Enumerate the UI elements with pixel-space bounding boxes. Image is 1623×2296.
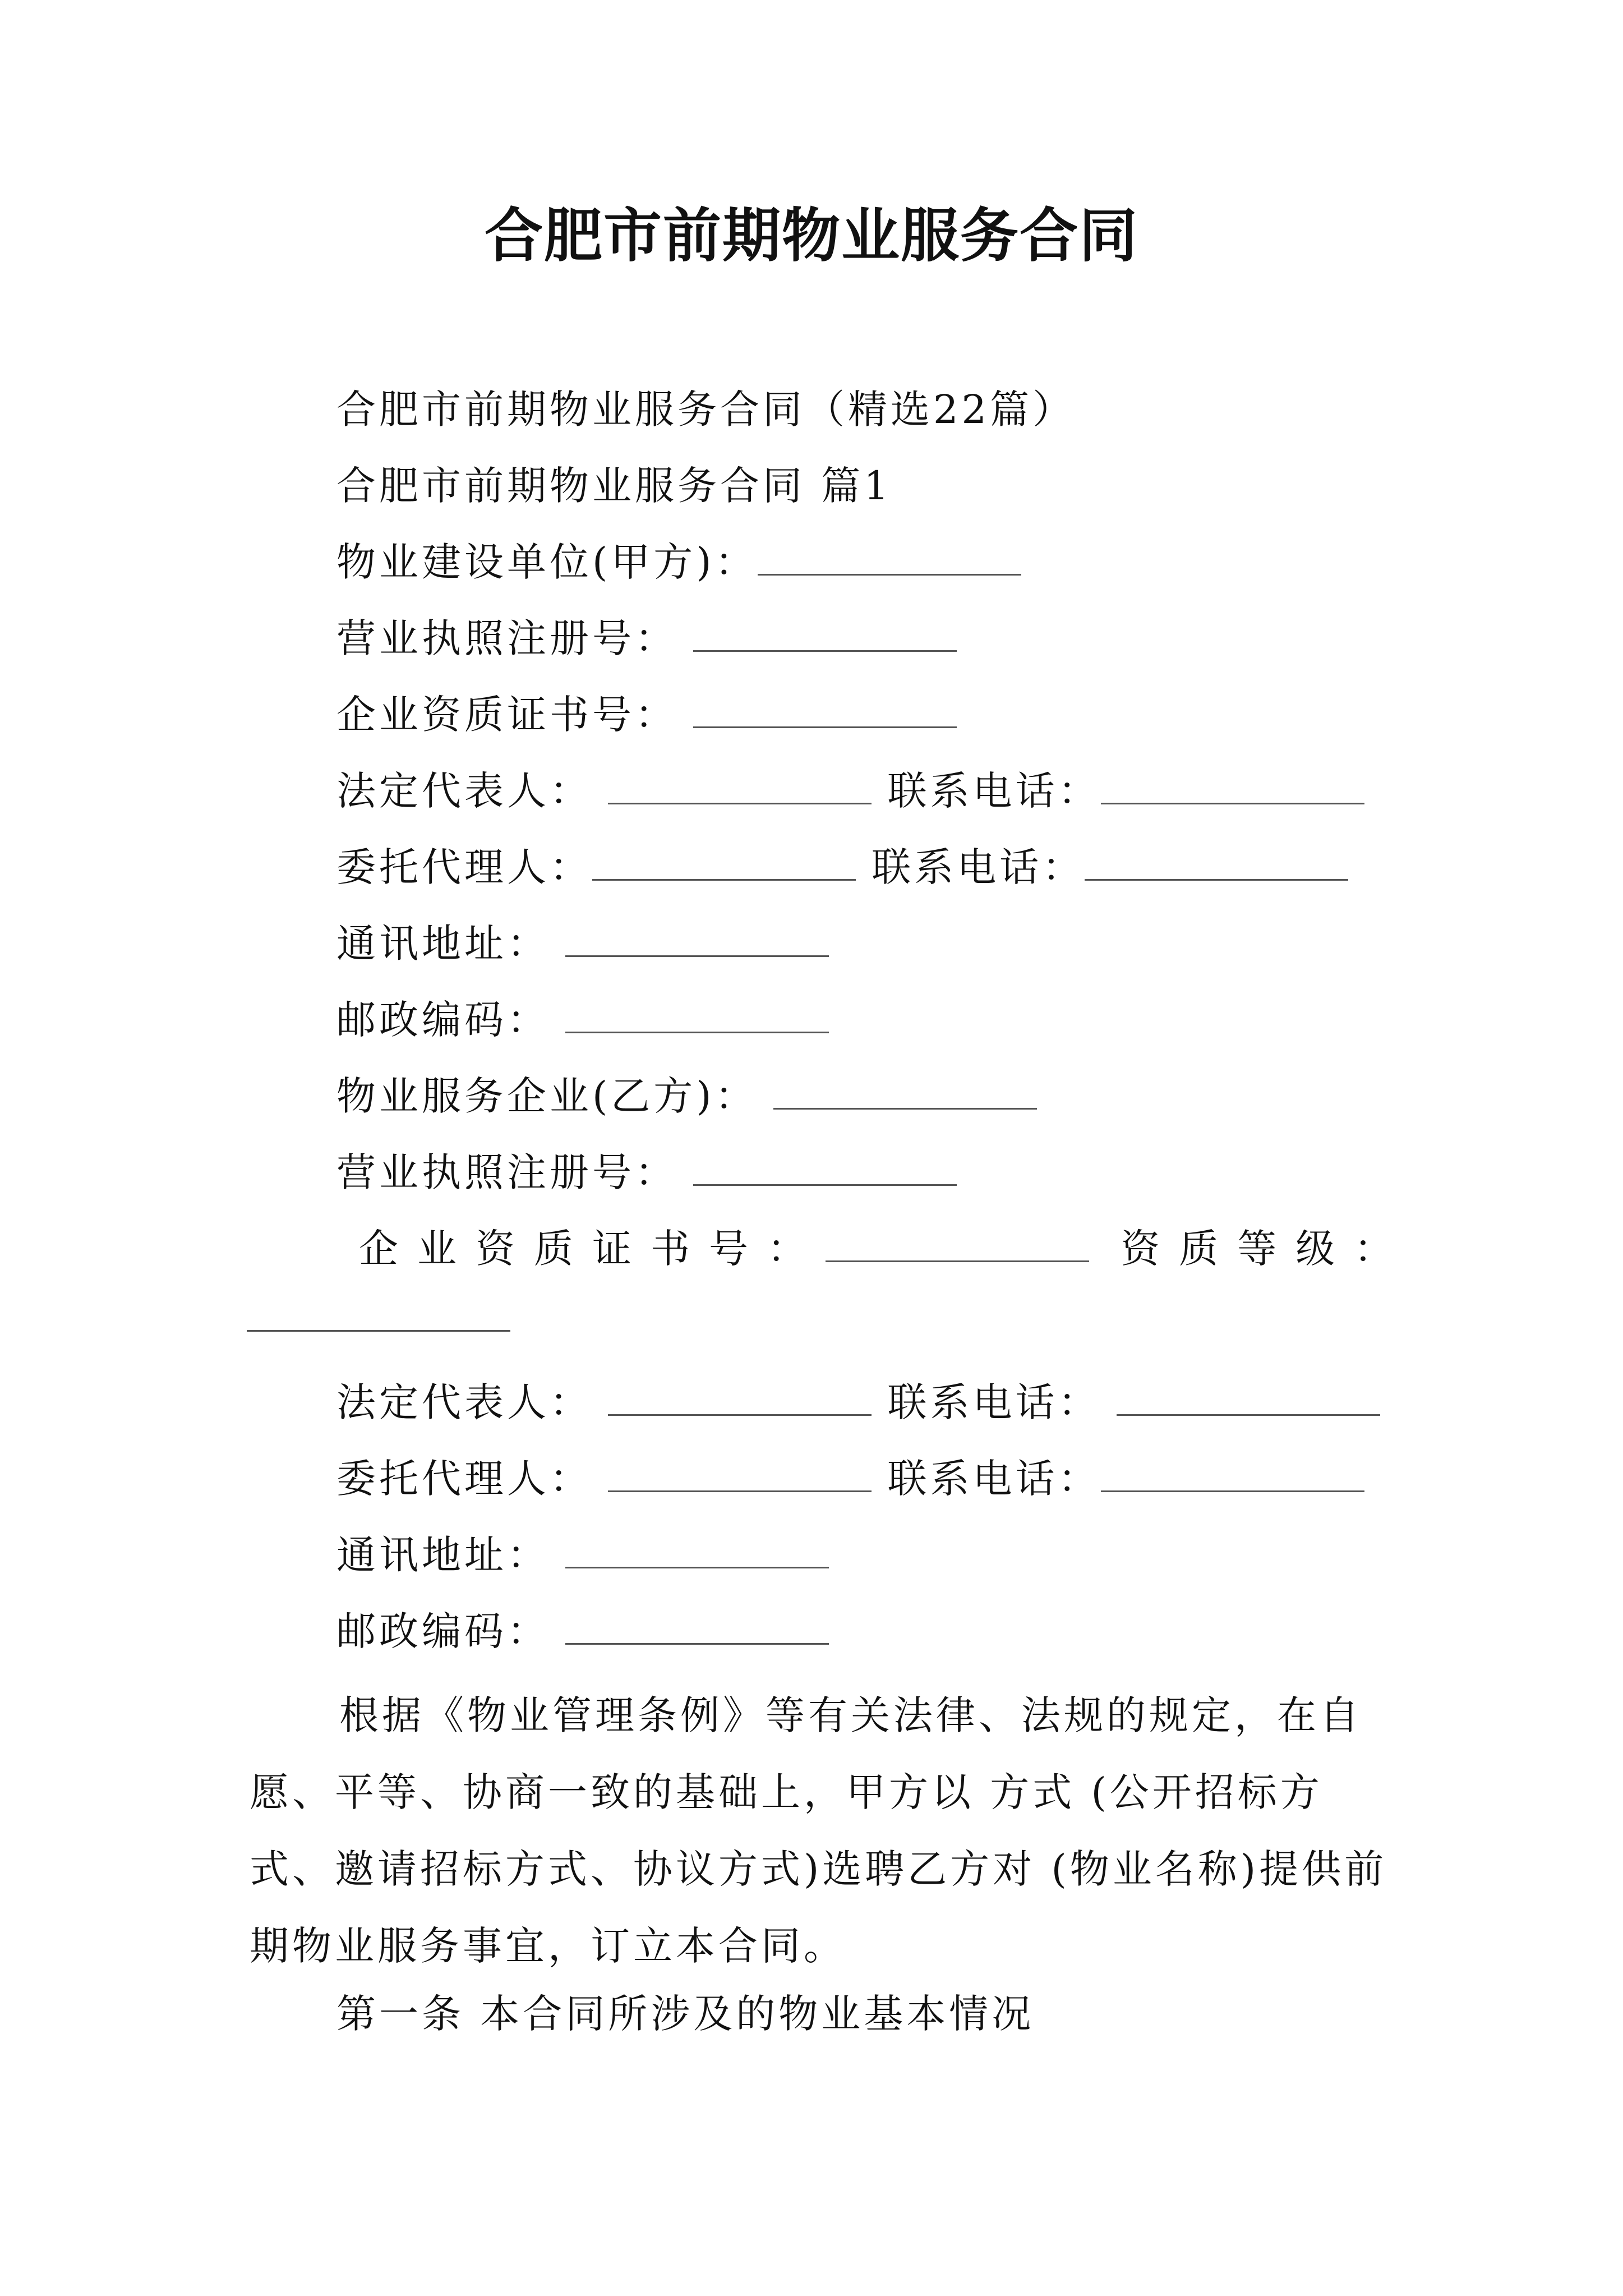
party-a-address-row xyxy=(336,915,829,972)
party-a-cert-row xyxy=(336,687,957,743)
party-a-legal-rep-row xyxy=(336,763,1364,819)
party-a-name-blank xyxy=(758,540,1021,576)
party-a-cert-blank xyxy=(693,693,957,728)
party-a-phone-blank xyxy=(1101,769,1364,804)
party-a-legal-rep-label: 法定代表人： xyxy=(336,768,592,814)
party-a-license-row xyxy=(336,610,957,666)
party-b-phone-blank xyxy=(1117,1381,1380,1416)
party-b-agent-phone-blank xyxy=(1101,1457,1364,1492)
document-title: 合肥市前期物业服务合同 xyxy=(484,201,1138,270)
party-a-license-label: 营业执照注册号： xyxy=(336,615,677,661)
party-b-cert-blank xyxy=(826,1227,1089,1262)
party-a-agent-phone-label: 联系电话： xyxy=(872,844,1085,890)
party-b-cert-row xyxy=(359,1221,1412,1277)
party-b-legal-rep-row xyxy=(336,1374,1380,1430)
party-b-agent-blank xyxy=(608,1457,872,1492)
party-a-address-blank xyxy=(565,922,829,957)
party-a-agent-blank xyxy=(592,845,856,881)
party-b-legal-rep-label: 法定代表人： xyxy=(336,1379,592,1425)
party-a-postcode-blank xyxy=(565,998,829,1033)
party-b-postcode-row xyxy=(336,1603,829,1659)
party-a-address-label: 通讯地址： xyxy=(336,921,550,967)
body-paragraph: 根据《物业管理条例》等有关法律、法规的规定，在自愿、平等、协商一致的基础上，甲方以 方式 (公开招标方式、邀请招标方式、协议方式)选聘乙方对 (物业名称)提供前期物业服务事宜，订立本合同。 xyxy=(250,1692,1387,1969)
party-b-name-row xyxy=(336,1068,1037,1124)
document-subtitle: 合肥市前期物业服务合同（精选22篇） xyxy=(336,386,1076,432)
party-b-postcode-blank xyxy=(565,1609,829,1645)
section-heading: 合肥市前期物业服务合同 篇1 xyxy=(336,463,892,509)
party-b-grade-row xyxy=(247,1290,510,1346)
party-b-agent-row xyxy=(336,1451,1364,1507)
party-b-phone-label: 联系电话： xyxy=(887,1379,1101,1425)
party-b-grade-blank xyxy=(247,1296,510,1332)
party-a-cert-label: 企业资质证书号： xyxy=(336,692,677,738)
party-a-agent-phone-blank xyxy=(1085,845,1348,881)
party-b-license-blank xyxy=(693,1151,957,1186)
party-b-cert-label: 企业资质证书号： xyxy=(359,1226,826,1272)
party-b-address-blank xyxy=(565,1533,829,1568)
party-b-postcode-label: 邮政编码： xyxy=(336,1608,550,1654)
party-b-agent-label: 委托代理人： xyxy=(336,1456,592,1502)
party-a-agent-row xyxy=(336,839,1348,895)
party-b-address-row xyxy=(336,1527,829,1583)
party-a-postcode-label: 邮政编码： xyxy=(336,997,550,1043)
party-b-agent-phone-label: 联系电话： xyxy=(887,1456,1101,1502)
party-a-name-label: 物业建设单位(甲方)： xyxy=(336,539,758,585)
party-b-address-label: 通讯地址： xyxy=(336,1532,550,1578)
party-b-name-label: 物业服务企业(乙方)： xyxy=(336,1073,758,1119)
party-a-legal-rep-blank xyxy=(608,769,872,804)
party-b-name-blank xyxy=(773,1074,1037,1110)
party-b-license-row xyxy=(336,1144,957,1200)
party-b-grade-label: 资质等级： xyxy=(1121,1226,1413,1272)
party-a-postcode-row xyxy=(336,992,829,1048)
party-b-license-label: 营业执照注册号： xyxy=(336,1149,677,1195)
party-a-name-row xyxy=(336,534,1021,590)
party-b-legal-rep-blank xyxy=(608,1381,872,1416)
article-1-heading: 第一条 本合同所涉及的物业基本情况 xyxy=(336,1991,1035,2037)
party-a-agent-label: 委托代理人： xyxy=(336,844,592,890)
party-a-phone-label: 联系电话： xyxy=(887,768,1101,814)
party-a-license-blank xyxy=(693,616,957,652)
